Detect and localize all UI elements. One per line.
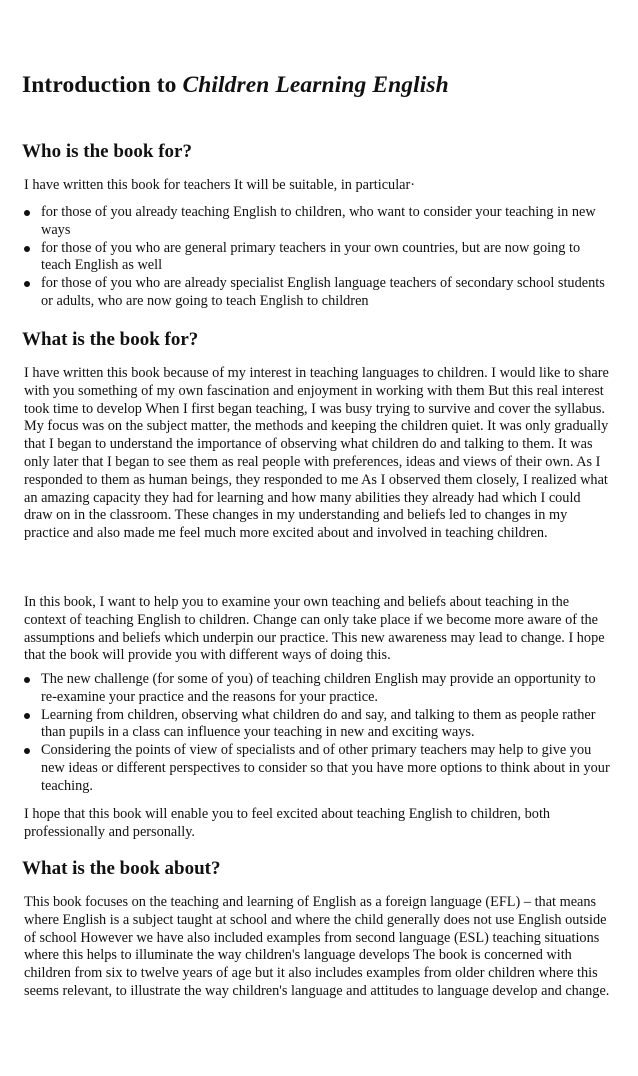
list-item <box>24 707 610 743</box>
list-item-text: The new challenge (for some of you) of teaching children English may provide an opportunity to re-examine your practice and the reasons for your practice. <box>41 671 596 705</box>
list-item-text: for those of you already teaching English to children, who want to consider your teaching in new ways <box>41 204 596 238</box>
bullet-icon <box>24 713 30 719</box>
bullet-icon <box>24 210 30 216</box>
section1-intro: I have written this book for teachers It will be suitable, in particular· <box>24 177 416 193</box>
section-heading-what-for: What is the book for? <box>22 329 199 350</box>
section-heading-what-about: What is the book about? <box>22 858 221 879</box>
section2-paragraph-2: In this book, I want to help you to examine your own teaching and beliefs about teaching in the context of teaching English to children. Change can only take place if we become more aware of the assumptions and beliefs which underpin our practice. This new awareness may lead to change. I hope that the book will provide you with different ways of doing this. <box>24 594 605 664</box>
section-heading-who: Who is the book for? <box>22 141 192 162</box>
list-item <box>24 742 610 795</box>
bullet-icon <box>24 246 30 252</box>
page-title <box>22 72 449 99</box>
list-item-text: Learning from children, observing what children do and say, and talking to them as people rather than pupils in a class can influence your teaching in new and exciting ways. <box>41 706 596 741</box>
list-item <box>24 671 610 707</box>
title-plain: Introduction to <box>22 72 183 98</box>
list-item-text: Considering the points of view of specialists and of other primary teachers may help to give you new ideas or different perspectives to consider so that you have more options to think about in your teaching. <box>41 742 610 794</box>
list-item <box>24 240 610 276</box>
bullet-icon <box>24 677 30 683</box>
list-item-text: for those of you who are general primary teachers in your own countries, but are now going to teach English as well <box>41 239 581 274</box>
section2-bullet-list <box>24 671 610 796</box>
list-item <box>24 204 610 240</box>
section3-paragraph-1: This book focuses on the teaching and learning of English as a foreign language (EFL) – that means where English is a subject taught at school and where the child generally does not use English outside of school However we have also included examples from second language (ESL) teaching situations where this helps to illuminate the way children's language develops The book is concerned with children from six to twelve years of age but it also includes examples from older children where this seems relevant, to illustrate the way children's language and attitudes to language develop and change. <box>24 894 610 999</box>
bullet-icon <box>24 748 30 754</box>
section1-bullet-list <box>24 204 610 311</box>
title-book-name: Children Learning English <box>182 72 449 98</box>
list-item-text: for those of you who are already specialist English language teachers of secondary school students or adults, who are now going to teach English to children <box>41 275 605 309</box>
list-item <box>24 275 610 311</box>
bullet-icon <box>24 281 30 287</box>
section2-paragraph-3: I hope that this book will enable you to feel excited about teaching English to children, both professionally and personally. <box>24 806 551 840</box>
section2-paragraph-1: I have written this book because of my interest in teaching languages to children. I would like to share with you something of my own fascination and enjoyment in working with them But this real interest took time to develop When I first began teaching, I was busy trying to survive and cover the syllabus. My focus was on the subject matter, the methods and keeping the children quiet. It was only gradually that I began to understand the importance of observing what children do and talking to them. It was only later that I began to see them as real people with preferences, ideas and views of their own. As I responded to them as human beings, they responded to me As I observed them closely, I realized what an amazing capacity they had for learning and how many abilities they already had which I could draw on in the classroom. These changes in my understanding and beliefs led to changes in my practice and also made me feel much more excited about and involved in teaching children. <box>24 365 609 542</box>
